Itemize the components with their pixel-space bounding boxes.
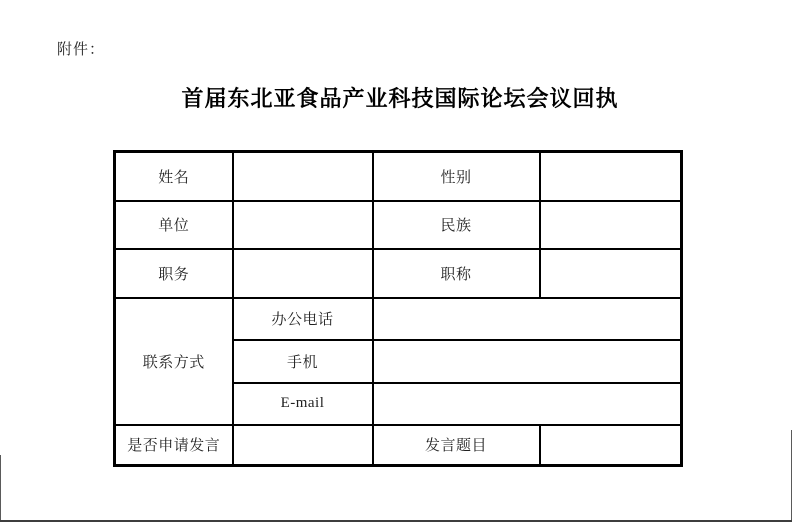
- table-row: [115, 201, 682, 249]
- table-row: [115, 249, 682, 298]
- ethnicity-label: 民族: [373, 201, 540, 249]
- page-title: 首届东北亚食品产业科技国际论坛会议回执: [181, 86, 619, 111]
- table-row: [115, 298, 682, 340]
- name-field[interactable]: [233, 152, 373, 201]
- speech-topic-label: 发言题目: [373, 425, 540, 466]
- table-row: [115, 152, 682, 201]
- office-phone-field[interactable]: [373, 298, 682, 340]
- name-label: 姓名: [115, 152, 233, 201]
- position-label: 职务: [115, 249, 233, 298]
- contact-label: 联系方式: [115, 298, 233, 425]
- mobile-label: 手机: [233, 340, 373, 383]
- gender-label: 性别: [373, 152, 540, 201]
- professional-title-field[interactable]: [540, 249, 682, 298]
- email-label: E-mail: [233, 383, 373, 425]
- email-field[interactable]: [373, 383, 682, 425]
- table-row: [115, 425, 682, 466]
- page-edge-left: [0, 455, 1, 522]
- attachment-label: 附件：: [57, 42, 106, 58]
- unit-label: 单位: [115, 201, 233, 249]
- ethnicity-field[interactable]: [540, 201, 682, 249]
- professional-title-label: 职称: [373, 249, 540, 298]
- speech-topic-field[interactable]: [540, 425, 682, 466]
- speech-request-label: 是否申请发言: [115, 425, 233, 466]
- page-edge-bottom: [0, 520, 792, 522]
- mobile-field[interactable]: [373, 340, 682, 383]
- speech-request-field[interactable]: [233, 425, 373, 466]
- gender-field[interactable]: [540, 152, 682, 201]
- reply-form-table: [113, 150, 683, 467]
- position-field[interactable]: [233, 249, 373, 298]
- unit-field[interactable]: [233, 201, 373, 249]
- office-phone-label: 办公电话: [233, 298, 373, 340]
